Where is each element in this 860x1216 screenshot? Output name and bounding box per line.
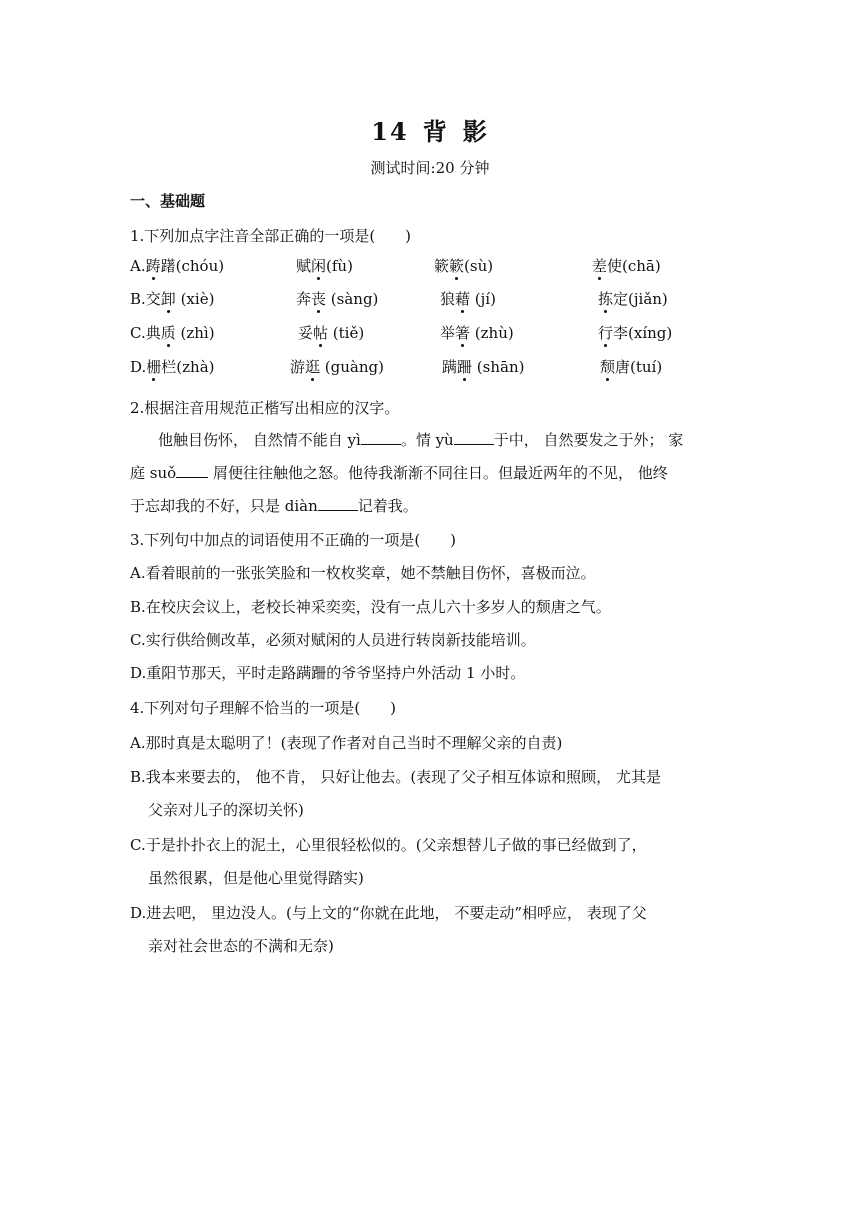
dotted-char: 踌 bbox=[145, 257, 161, 275]
q4-option-c-cont: 虽然很累，但是他心里觉得踏实) bbox=[148, 869, 364, 887]
q1-a-item-1 bbox=[130, 255, 224, 276]
item-text: (sù) bbox=[464, 257, 494, 275]
q1-d-item-3 bbox=[442, 356, 524, 377]
dotted-char: 颓 bbox=[600, 358, 616, 376]
dotted-char: 行 bbox=[598, 324, 614, 342]
dotted-char: 跚 bbox=[457, 358, 473, 376]
q1-b-item-4 bbox=[598, 288, 668, 309]
item-text: 使(chā) bbox=[607, 257, 661, 275]
q1-option-row-d bbox=[130, 356, 750, 378]
section-heading: 一、基础题 bbox=[130, 192, 206, 210]
q4-option-a: A.那时真是太聪明了！(表现了作者对自己当时不理解父亲的自责) bbox=[130, 734, 563, 752]
q3-option-a: A.看着眼前的一张张笑脸和一枚枚奖章，她不禁触目伤怀，喜极而泣。 bbox=[130, 564, 596, 582]
item-text: (zhì) bbox=[175, 324, 215, 342]
item-text: 蹒 bbox=[442, 358, 458, 376]
item-text: 躇(chóu) bbox=[160, 257, 225, 275]
q2-stem: 2.根据注音用规范正楷写出相应的汉字。 bbox=[130, 399, 400, 417]
item-text: (fù) bbox=[326, 257, 353, 275]
q4-option-b: B.我本来要去的， 他不肯， 只好让他去。(表现了父子相互体谅和照顾， 尤其是 bbox=[130, 768, 661, 786]
dotted-char: 丧 bbox=[311, 290, 327, 308]
dotted-char: 藉 bbox=[455, 290, 471, 308]
q1-option-row-b bbox=[130, 288, 750, 310]
q2-text: 他触目伤怀， 自然情不能自 yì bbox=[158, 431, 361, 449]
item-text: 赋 bbox=[296, 257, 312, 275]
item-text: (shān) bbox=[472, 358, 525, 376]
q4-option-b-cont: 父亲对儿子的深切关怀) bbox=[148, 801, 304, 819]
item-text: B.交 bbox=[130, 290, 161, 308]
q1-a-item-4 bbox=[592, 255, 661, 276]
item-text: C.典 bbox=[130, 324, 161, 342]
q1-stem: 1.下列加点字注音全部正确的一项是( ) bbox=[130, 227, 412, 245]
q2-text: 庭 suǒ bbox=[130, 464, 177, 482]
q3-option-c: C.实行供给侧改革，必须对赋闲的人员进行转岗新技能培训。 bbox=[130, 631, 536, 649]
q3-option-b: B.在校庆会议上，老校长神采奕奕，没有一点儿六十多岁人的颓唐之气。 bbox=[130, 598, 611, 616]
q2-text: 屑便往往触他之怒。他待我渐渐不同往日。但最近两年的不见， 他终 bbox=[208, 464, 668, 482]
item-text: D. bbox=[130, 358, 147, 376]
q1-b-item-2 bbox=[296, 288, 378, 309]
item-text: 李(xíng) bbox=[613, 324, 673, 342]
item-text: (guàng) bbox=[320, 358, 384, 376]
q1-b-item-3 bbox=[440, 288, 496, 309]
q1-option-row-a bbox=[130, 255, 750, 277]
q1-c-item-1 bbox=[130, 322, 215, 343]
item-text: 栏(zhà) bbox=[161, 358, 215, 376]
q2-line-3 bbox=[130, 495, 418, 516]
item-text: 狼 bbox=[440, 290, 456, 308]
dotted-char: 帖 bbox=[313, 324, 329, 342]
q4-option-d-cont: 亲对社会世态的不满和无奈) bbox=[148, 937, 334, 955]
q2-text: 。情 yù bbox=[400, 431, 454, 449]
q1-a-item-2 bbox=[296, 255, 353, 276]
q1-b-item-1 bbox=[130, 288, 214, 309]
test-time: 测试时间:20 分钟 bbox=[370, 159, 490, 177]
item-text: (jí) bbox=[470, 290, 496, 308]
q1-option-row-c bbox=[130, 322, 750, 344]
q2-text: 于忘却我的不好，只是 diàn bbox=[130, 497, 318, 515]
item-text: (zhù) bbox=[470, 324, 514, 342]
item-text: (sàng) bbox=[326, 290, 379, 308]
q4-option-c: C.于是扑扑衣上的泥土，心里很轻松似的。(父亲想替儿子做的事已经做到了， bbox=[130, 836, 647, 854]
answer-blank[interactable] bbox=[176, 463, 208, 478]
item-text: 定(jiǎn) bbox=[613, 290, 668, 308]
item-text: 簌 bbox=[434, 257, 450, 275]
q2-line-1 bbox=[158, 429, 683, 450]
dotted-char: 差 bbox=[592, 257, 608, 275]
q3-stem: 3.下列句中加点的词语使用不正确的一项是( ) bbox=[130, 531, 457, 549]
item-text: A. bbox=[130, 257, 146, 275]
q1-a-item-3 bbox=[434, 255, 493, 276]
answer-blank[interactable] bbox=[454, 430, 494, 445]
dotted-char: 闲 bbox=[311, 257, 327, 275]
q3-option-d: D.重阳节那天，平时走路蹒跚的爷爷坚持户外活动 1 小时。 bbox=[130, 664, 526, 682]
q4-option-d: D.进去吧， 里边没人。(与上文的“你就在此地， 不要走动”相呼应， 表现了父 bbox=[130, 904, 647, 922]
q4-stem: 4.下列对句子理解不恰当的一项是( ) bbox=[130, 699, 397, 717]
dotted-char: 逛 bbox=[305, 358, 321, 376]
item-text: 唐(tuí) bbox=[615, 358, 663, 376]
q2-text: 于中， 自然要发之于外； 家 bbox=[493, 431, 684, 449]
dotted-char: 卸 bbox=[160, 290, 176, 308]
lesson-number: 14 bbox=[371, 117, 409, 146]
q1-c-item-2 bbox=[298, 322, 364, 343]
dotted-char: 质 bbox=[160, 324, 176, 342]
q2-line-2 bbox=[130, 462, 668, 483]
dotted-char: 栅 bbox=[146, 358, 162, 376]
item-text: (tiě) bbox=[328, 324, 365, 342]
item-text: 举 bbox=[440, 324, 456, 342]
dotted-char: 箸 bbox=[455, 324, 471, 342]
answer-blank[interactable] bbox=[361, 430, 401, 445]
q1-c-item-3 bbox=[440, 322, 514, 343]
q1-d-item-4 bbox=[600, 356, 662, 377]
item-text: (xiè) bbox=[175, 290, 215, 308]
q1-d-item-1 bbox=[130, 356, 215, 377]
item-text: 游 bbox=[290, 358, 306, 376]
q2-text: 记着我。 bbox=[357, 497, 418, 515]
title-char-2: 影 bbox=[462, 117, 489, 146]
q1-c-item-4 bbox=[598, 322, 672, 343]
item-text: 奔 bbox=[296, 290, 312, 308]
item-text: 妥 bbox=[298, 324, 314, 342]
dotted-char: 拣 bbox=[598, 290, 614, 308]
q1-d-item-2 bbox=[290, 356, 384, 377]
page-title bbox=[0, 112, 860, 147]
answer-blank[interactable] bbox=[318, 496, 358, 511]
title-char-1: 背 bbox=[422, 117, 449, 146]
dotted-char: 簌 bbox=[449, 257, 465, 275]
